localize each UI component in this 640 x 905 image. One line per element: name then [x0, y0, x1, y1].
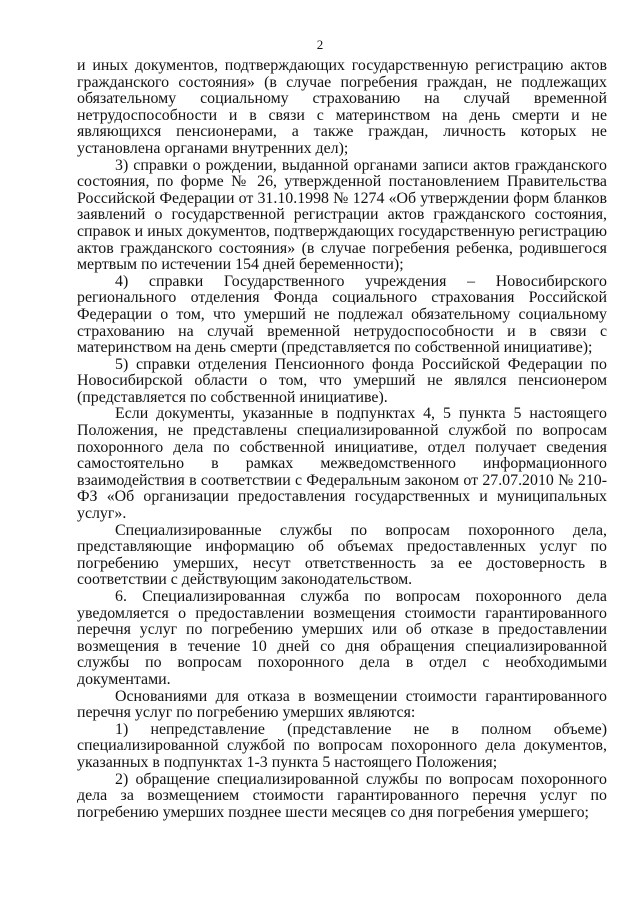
paragraph-refusal-grounds: Основаниями для отказа в возмещении стоимости гарантированного перечня услуг по погребению умерших являются:: [77, 687, 607, 722]
paragraph-section-6-notification: 6. Специализированная служба по вопросам похоронного дела уведомляется о предоставлении возмещения стоимости гарантированного перечня услуг по погребению умерших или об отказе в предоставлении возмещения в течение 10 дней со дня обращения специализированной службы по вопросам похоронного дела в отдел с необходимыми документами.: [77, 588, 607, 688]
paragraph-item-5-pension-fund-certificate: 5) справки отделения Пенсионного фонда Российской Федерации по Новосибирской области о том, что умерший не являлся пенсионером (представляется по собственной инициативе).: [77, 355, 607, 406]
paragraph-item-4-social-insurance-certificate: 4) справки Государственного учреждения – Новосибирского регионального отделения Фонда социального страхования Российской Федерации о том, что умерший не подлежал обязательному социальному страхованию на случай временной нетрудоспособности и в связи с материнством на день смерти (представляется по собственной инициативе);: [77, 272, 607, 357]
paragraph-refusal-item-2: 2) обращение специализированной службы по вопросам похоронного дела за возмещением стоимости гарантированного перечня услуг по погребению умерших позднее шести месяцев со дня погребения умершего;: [77, 770, 607, 821]
paragraph-continuation: и иных документов, подтверждающих государственную регистрацию актов гражданского состояния» (в случае погребения граждан, не подлежащих обязательному социальному страхованию на случай временной нетрудоспособности и в связи с материнством на день смерти и не являющихся пенсионерами, а также граждан, личность которых не установлена органами внутренних дел);: [77, 57, 607, 157]
paragraph-refusal-item-1: 1) непредставление (представление не в полном объеме) специализированной службой по вопросам похоронного дела документов, указанных в подпунктах 1-3 пункта 5 настоящего Положения;: [77, 720, 607, 771]
document-body: [77, 58, 607, 821]
paragraph-interagency-request: Если документы, указанные в подпунктах 4, 5 пункта 5 настоящего Положения, не представлены специализированной службой по вопросам похоронного дела по собственной инициативе, отдел получает сведения самостоятельно в рамках межведомственного информационного взаимодействия в соответствии с Федеральным законом от 27.07.2010 № 210-ФЗ «Об организации предоставления государственных и муниципальных услуг».: [77, 405, 607, 523]
paragraph-responsibility: Специализированные службы по вопросам похоронного дела, представляющие информацию об объемах предоставленных услуг по погребению умерших, несут ответственность за ее достоверность в соответствии с действующим законодательством.: [77, 521, 607, 589]
paragraph-item-3-birth-certificate: 3) справки о рождении, выданной органами записи актов гражданского состояния, по форме № 26, утвержденной постановлением Правительства Российской Федерации от 31.10.1998 № 1274 «Об утверждении форм бланков заявлений о государственной регистрации актов гражданского состояния, справок и иных документов, подтверждающих государственную регистрацию актов гражданского состояния» (в случае погребения ребенка, родившегося мертвым по истечении 154 дней беременности);: [77, 156, 607, 274]
page-number: 2: [316, 37, 324, 52]
